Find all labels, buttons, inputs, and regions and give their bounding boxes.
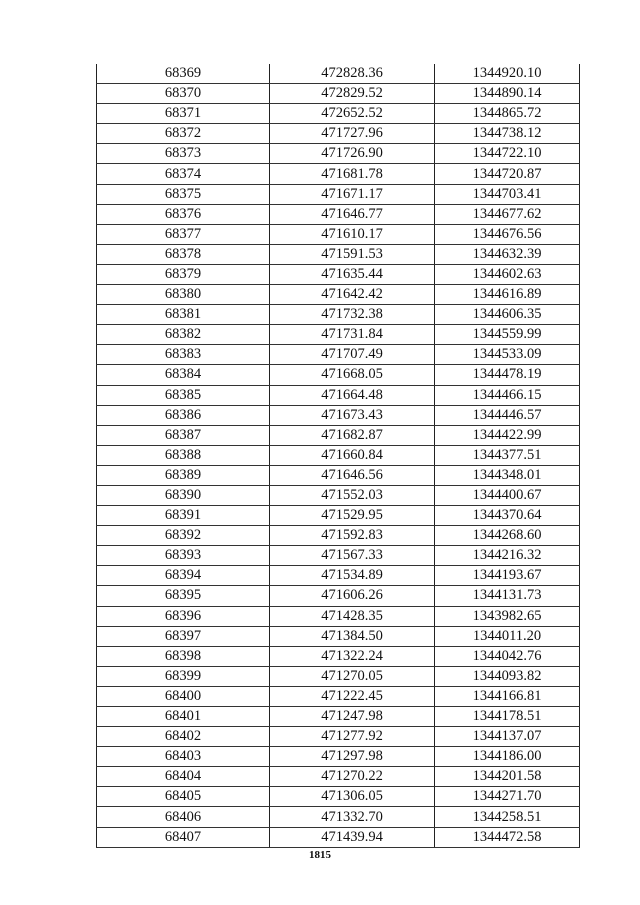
coordinate-table [96, 64, 580, 848]
y-coordinate-cell: 1344186.00 [435, 747, 580, 767]
y-coordinate-cell: 1344137.07 [435, 727, 580, 747]
table-row [97, 807, 580, 827]
table-row [97, 606, 580, 626]
point-id-cell: 68373 [97, 144, 270, 164]
x-coordinate-cell: 471592.83 [270, 526, 435, 546]
point-id-cell: 68402 [97, 727, 270, 747]
x-coordinate-cell: 472828.36 [270, 64, 435, 84]
point-id-cell: 68384 [97, 365, 270, 385]
x-coordinate-cell: 471552.03 [270, 485, 435, 505]
x-coordinate-cell: 471731.84 [270, 325, 435, 345]
y-coordinate-cell: 1344400.67 [435, 485, 580, 505]
point-id-cell: 68389 [97, 465, 270, 485]
point-id-cell: 68375 [97, 184, 270, 204]
y-coordinate-cell: 1344348.01 [435, 465, 580, 485]
y-coordinate-cell: 1344271.70 [435, 787, 580, 807]
y-coordinate-cell: 1344166.81 [435, 686, 580, 706]
y-coordinate-cell: 1344446.57 [435, 405, 580, 425]
y-coordinate-cell: 1344042.76 [435, 646, 580, 666]
y-coordinate-cell: 1344216.32 [435, 546, 580, 566]
x-coordinate-cell: 471428.35 [270, 606, 435, 626]
y-coordinate-cell: 1344258.51 [435, 807, 580, 827]
x-coordinate-cell: 471681.78 [270, 164, 435, 184]
table-row [97, 666, 580, 686]
table-row [97, 184, 580, 204]
point-id-cell: 68406 [97, 807, 270, 827]
point-id-cell: 68393 [97, 546, 270, 566]
x-coordinate-cell: 471322.24 [270, 646, 435, 666]
x-coordinate-cell: 471660.84 [270, 445, 435, 465]
y-coordinate-cell: 1344201.58 [435, 767, 580, 787]
y-coordinate-cell: 1344478.19 [435, 365, 580, 385]
point-id-cell: 68396 [97, 606, 270, 626]
x-coordinate-cell: 471673.43 [270, 405, 435, 425]
point-id-cell: 68382 [97, 325, 270, 345]
point-id-cell: 68374 [97, 164, 270, 184]
point-id-cell: 68383 [97, 345, 270, 365]
point-id-cell: 68391 [97, 506, 270, 526]
y-coordinate-cell: 1344193.67 [435, 566, 580, 586]
point-id-cell: 68378 [97, 244, 270, 264]
page-number: 1815 [309, 849, 331, 861]
table-row [97, 64, 580, 84]
table-row [97, 204, 580, 224]
x-coordinate-cell: 471270.05 [270, 666, 435, 686]
table-row [97, 787, 580, 807]
y-coordinate-cell: 1344533.09 [435, 345, 580, 365]
x-coordinate-cell: 471732.38 [270, 305, 435, 325]
point-id-cell: 68388 [97, 445, 270, 465]
x-coordinate-cell: 471591.53 [270, 244, 435, 264]
table-row [97, 646, 580, 666]
x-coordinate-cell: 471646.77 [270, 204, 435, 224]
x-coordinate-cell: 471606.26 [270, 586, 435, 606]
table-row [97, 345, 580, 365]
point-id-cell: 68399 [97, 666, 270, 686]
point-id-cell: 68390 [97, 485, 270, 505]
y-coordinate-cell: 1344865.72 [435, 104, 580, 124]
point-id-cell: 68379 [97, 264, 270, 284]
x-coordinate-cell: 471297.98 [270, 747, 435, 767]
y-coordinate-cell: 1344093.82 [435, 666, 580, 686]
table-row [97, 285, 580, 305]
x-coordinate-cell: 471384.50 [270, 626, 435, 646]
table-row [97, 264, 580, 284]
point-id-cell: 68387 [97, 425, 270, 445]
point-id-cell: 68372 [97, 124, 270, 144]
table-row [97, 727, 580, 747]
y-coordinate-cell: 1344466.15 [435, 385, 580, 405]
table-row [97, 626, 580, 646]
table-row [97, 526, 580, 546]
y-coordinate-cell: 1344722.10 [435, 144, 580, 164]
table-row [97, 506, 580, 526]
x-coordinate-cell: 472829.52 [270, 84, 435, 104]
table-row [97, 425, 580, 445]
point-id-cell: 68370 [97, 84, 270, 104]
table-row [97, 827, 580, 847]
x-coordinate-cell: 471277.92 [270, 727, 435, 747]
point-id-cell: 68398 [97, 646, 270, 666]
point-id-cell: 68395 [97, 586, 270, 606]
table-row [97, 164, 580, 184]
table-row [97, 586, 580, 606]
x-coordinate-cell: 471668.05 [270, 365, 435, 385]
x-coordinate-cell: 471567.33 [270, 546, 435, 566]
y-coordinate-cell: 1343982.65 [435, 606, 580, 626]
x-coordinate-cell: 471270.22 [270, 767, 435, 787]
table-row [97, 405, 580, 425]
x-coordinate-cell: 471646.56 [270, 465, 435, 485]
y-coordinate-cell: 1344920.10 [435, 64, 580, 84]
x-coordinate-cell: 471247.98 [270, 707, 435, 727]
x-coordinate-cell: 471610.17 [270, 224, 435, 244]
table-row [97, 767, 580, 787]
table-row [97, 305, 580, 325]
y-coordinate-cell: 1344377.51 [435, 445, 580, 465]
y-coordinate-cell: 1344606.35 [435, 305, 580, 325]
table-row [97, 104, 580, 124]
point-id-cell: 68397 [97, 626, 270, 646]
y-coordinate-cell: 1344720.87 [435, 164, 580, 184]
table-row [97, 707, 580, 727]
point-id-cell: 68401 [97, 707, 270, 727]
x-coordinate-cell: 471682.87 [270, 425, 435, 445]
y-coordinate-cell: 1344632.39 [435, 244, 580, 264]
x-coordinate-cell: 471306.05 [270, 787, 435, 807]
point-id-cell: 68385 [97, 385, 270, 405]
table-row [97, 566, 580, 586]
y-coordinate-cell: 1344738.12 [435, 124, 580, 144]
table-row [97, 244, 580, 264]
point-id-cell: 68377 [97, 224, 270, 244]
table-row [97, 546, 580, 566]
y-coordinate-cell: 1344370.64 [435, 506, 580, 526]
x-coordinate-cell: 471707.49 [270, 345, 435, 365]
x-coordinate-cell: 471635.44 [270, 264, 435, 284]
y-coordinate-cell: 1344268.60 [435, 526, 580, 546]
x-coordinate-cell: 471664.48 [270, 385, 435, 405]
y-coordinate-cell: 1344890.14 [435, 84, 580, 104]
x-coordinate-cell: 472652.52 [270, 104, 435, 124]
table-row [97, 325, 580, 345]
y-coordinate-cell: 1344602.63 [435, 264, 580, 284]
y-coordinate-cell: 1344472.58 [435, 827, 580, 847]
table-row [97, 124, 580, 144]
x-coordinate-cell: 471727.96 [270, 124, 435, 144]
x-coordinate-cell: 471726.90 [270, 144, 435, 164]
coordinate-table-body [97, 64, 580, 847]
x-coordinate-cell: 471671.17 [270, 184, 435, 204]
point-id-cell: 68392 [97, 526, 270, 546]
table-row [97, 365, 580, 385]
table-row [97, 465, 580, 485]
x-coordinate-cell: 471534.89 [270, 566, 435, 586]
y-coordinate-cell: 1344677.62 [435, 204, 580, 224]
table-row [97, 224, 580, 244]
table-row [97, 84, 580, 104]
x-coordinate-cell: 471529.95 [270, 506, 435, 526]
x-coordinate-cell: 471222.45 [270, 686, 435, 706]
y-coordinate-cell: 1344703.41 [435, 184, 580, 204]
y-coordinate-cell: 1344178.51 [435, 707, 580, 727]
point-id-cell: 68371 [97, 104, 270, 124]
y-coordinate-cell: 1344422.99 [435, 425, 580, 445]
table-row [97, 144, 580, 164]
point-id-cell: 68381 [97, 305, 270, 325]
table-row [97, 445, 580, 465]
y-coordinate-cell: 1344011.20 [435, 626, 580, 646]
x-coordinate-cell: 471332.70 [270, 807, 435, 827]
y-coordinate-cell: 1344676.56 [435, 224, 580, 244]
point-id-cell: 68403 [97, 747, 270, 767]
point-id-cell: 68405 [97, 787, 270, 807]
point-id-cell: 68369 [97, 64, 270, 84]
point-id-cell: 68380 [97, 285, 270, 305]
point-id-cell: 68404 [97, 767, 270, 787]
y-coordinate-cell: 1344559.99 [435, 325, 580, 345]
point-id-cell: 68386 [97, 405, 270, 425]
y-coordinate-cell: 1344131.73 [435, 586, 580, 606]
x-coordinate-cell: 471439.94 [270, 827, 435, 847]
point-id-cell: 68407 [97, 827, 270, 847]
point-id-cell: 68376 [97, 204, 270, 224]
table-row [97, 747, 580, 767]
y-coordinate-cell: 1344616.89 [435, 285, 580, 305]
table-row [97, 485, 580, 505]
point-id-cell: 68394 [97, 566, 270, 586]
table-row [97, 686, 580, 706]
x-coordinate-cell: 471642.42 [270, 285, 435, 305]
table-row [97, 385, 580, 405]
point-id-cell: 68400 [97, 686, 270, 706]
